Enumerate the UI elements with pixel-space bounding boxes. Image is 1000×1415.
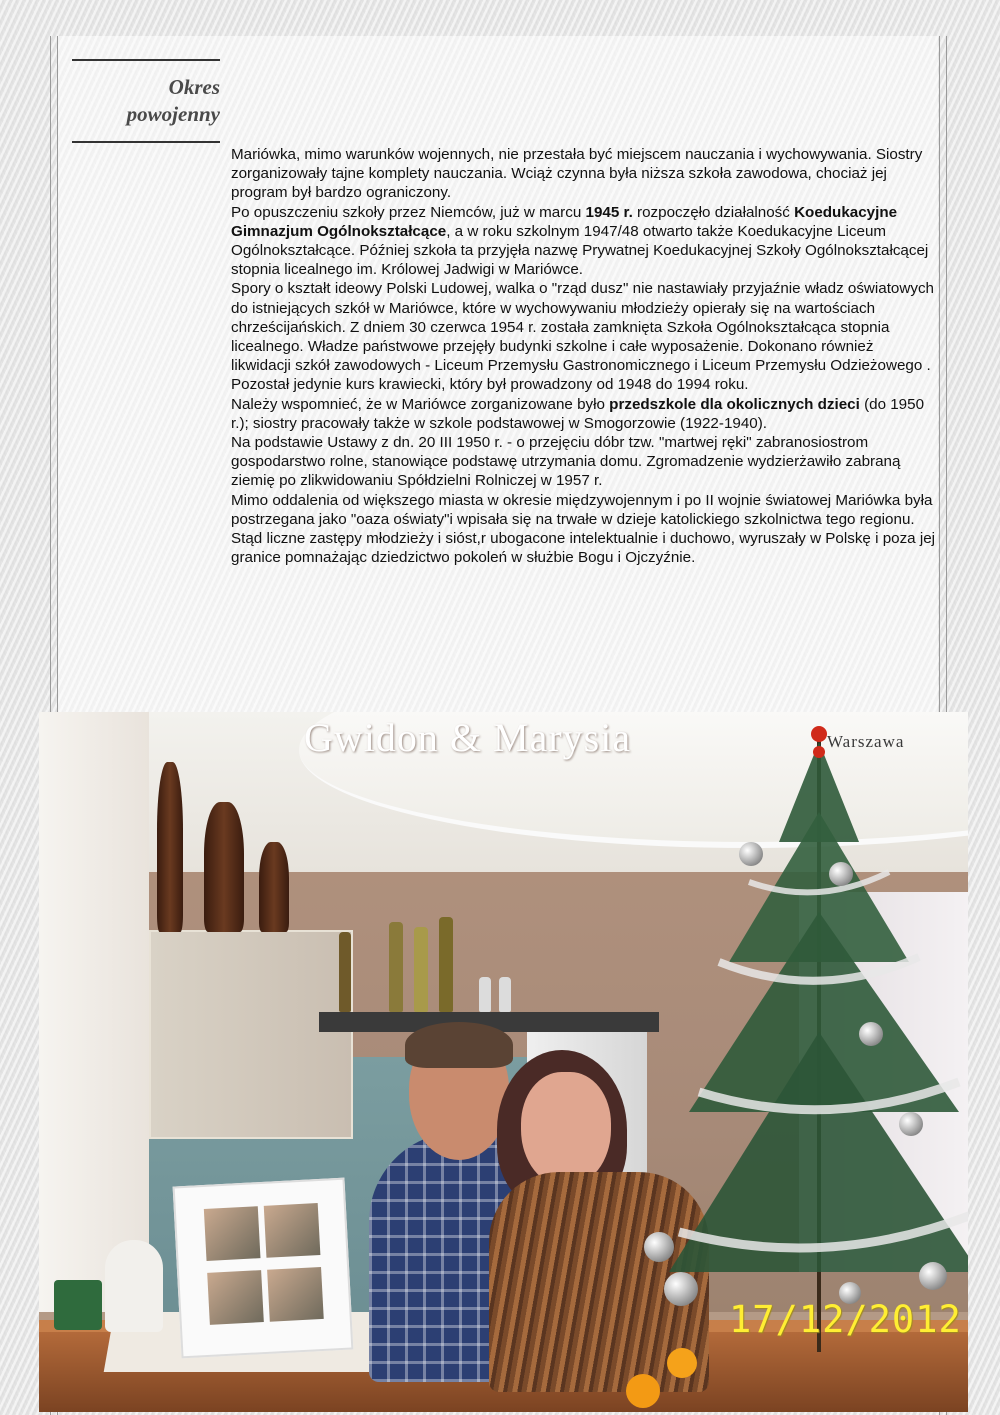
silver-ornament [664,1272,698,1306]
photo-bottles [339,912,519,1012]
section-heading-line1: Okres [168,75,220,99]
paragraph-2-bold-school: Koedukacyjne Gimnazjum Ogólnokształcące [231,203,898,240]
bottle [339,932,351,1012]
paragraph-2-text-c: rozpoczęło działalność [632,203,795,221]
cat-figurine [157,762,183,932]
photo-man-hair [405,1022,513,1068]
bottle [414,927,428,1012]
photo-subtitle: Warszawa [827,732,905,751]
article-body [231,145,936,567]
paragraph-2-text-e: , a w roku szkolnym 1947/48 otwarto także Koedukacyjne Liceum Ogólnokształcące. Później szkoła ta przyjęła nazwę Prywatnej Koedukacyjnej Szkoły Ogólnokształcącej stopnia licealnego im. Królowej Jadwigi w Mariówce. [231,222,929,279]
collage-photo [267,1267,324,1322]
paragraph-4-bold-preschool: przedszkole dla okolicznych dzieci [609,395,860,413]
bottle [439,917,453,1012]
collage-photo [264,1203,321,1258]
silver-ornament [919,1262,947,1290]
paragraph-4 [231,395,936,433]
photo-woman-face [521,1072,611,1187]
silver-ornament [829,862,853,886]
heading-rule-top [72,59,220,61]
paragraph-4-text-c: (do 1950 r.); siostry pracowały także w szkole podstawowej w Smogorzowie (1922-1940). [231,395,925,432]
photo-date-stamp: 17/12/2012 [729,1298,962,1341]
paragraph-1: Mariówka, mimo warunków wojennych, nie przestała być miejscem nauczania i wychowywania. Siostry zorganizowały tajne komplety nauczania. Wciąż czynna była niższa szkoła zawodowa, chociaż jej program był bardzo ograniczony. [231,146,923,202]
photo-cabinet [149,930,353,1139]
photo-coffee-jar [105,1240,163,1332]
photo-orange [626,1374,660,1408]
silver-ornament [739,842,763,866]
photo-title: Gwidon & Marysia [304,715,632,760]
paragraph-2 [231,203,936,280]
cat-figurine [204,802,244,932]
photo-green-mug [54,1280,102,1330]
bottle [389,922,403,1012]
photo-collage-frame [173,1178,354,1359]
silver-ornament [644,1232,674,1262]
photo-cat-figurines [149,752,349,932]
paragraph-2-text-a: Po opuszczeniu szkoły przez Niemców, już w marcu [231,203,586,221]
silver-ornament [899,1112,923,1136]
photo-orange [667,1348,697,1378]
collage-photo [204,1206,261,1261]
silver-ornament [859,1022,883,1046]
bottle [479,977,491,1012]
heading-rule-bottom [72,141,220,143]
section-heading [72,74,220,128]
family-photo [39,712,968,1412]
section-heading-line2: powojenny [126,102,220,126]
cat-figurine [259,842,289,932]
paragraph-6: Mimo oddalenia od większego miasta w okresie międzywojennym i po II wojnie światowej Mariówka była postrzegana jako "oaza oświaty"i wpisała się na trwałe w dzieje katolickiego szkolnictwa tego regionu. Stąd liczne zastępy młodzieży i sióst,r ubogacone intelektualnie i duchowo, wyruszały w Polskę i poza jej granice pomnażając dziedzictwo pokoleń w służbie Bogu i Ojczyźnie. [231,491,936,567]
photo-wall-left [39,712,149,1312]
paragraph-3: Spory o kształt ideowy Polski Ludowej, walka o "rząd dusz" nie nastawiały przyjaźnie władz oświatowych do istniejących szkół w Mariówce, które w wychowywaniu młodzieży opierały się na wartościach chrześcijańskich. Z dniem 30 czerwca 1954 r. została zamknięta Szkoła Ogólnokształcąca stopnia licealnego. Władze państwowe przejęły budynki szkolne i całe wyposażenie. Dokonano również likwidacji szkół zawodowych - Liceum Przemysłu Gastronomicznego i Liceum Przemysłu Odzieżowego . Pozostał jedynie kurs krawiecki, który był prowadzony od 1948 do 1994 roku. [231,280,934,394]
collage-photo [207,1270,264,1325]
paragraph-4-text-a: Należy wspomnieć, że w Mariówce zorganizowane było [231,395,610,413]
bottle [499,977,511,1012]
paragraph-5: Na podstawie Ustawy z dn. 20 III 1950 r. - o przejęciu dóbr tzw. "martwej ręki" zabranosiostrom gospodarstwo rolne, stanowiące podstawę utrzymania domu. Zgromadzenie wydzierżawiło zabraną ziemię po zlikwidowaniu Spółdzielni Rolniczej w 1957 r. [231,434,901,490]
paragraph-2-bold-year: 1945 r. [585,203,633,221]
